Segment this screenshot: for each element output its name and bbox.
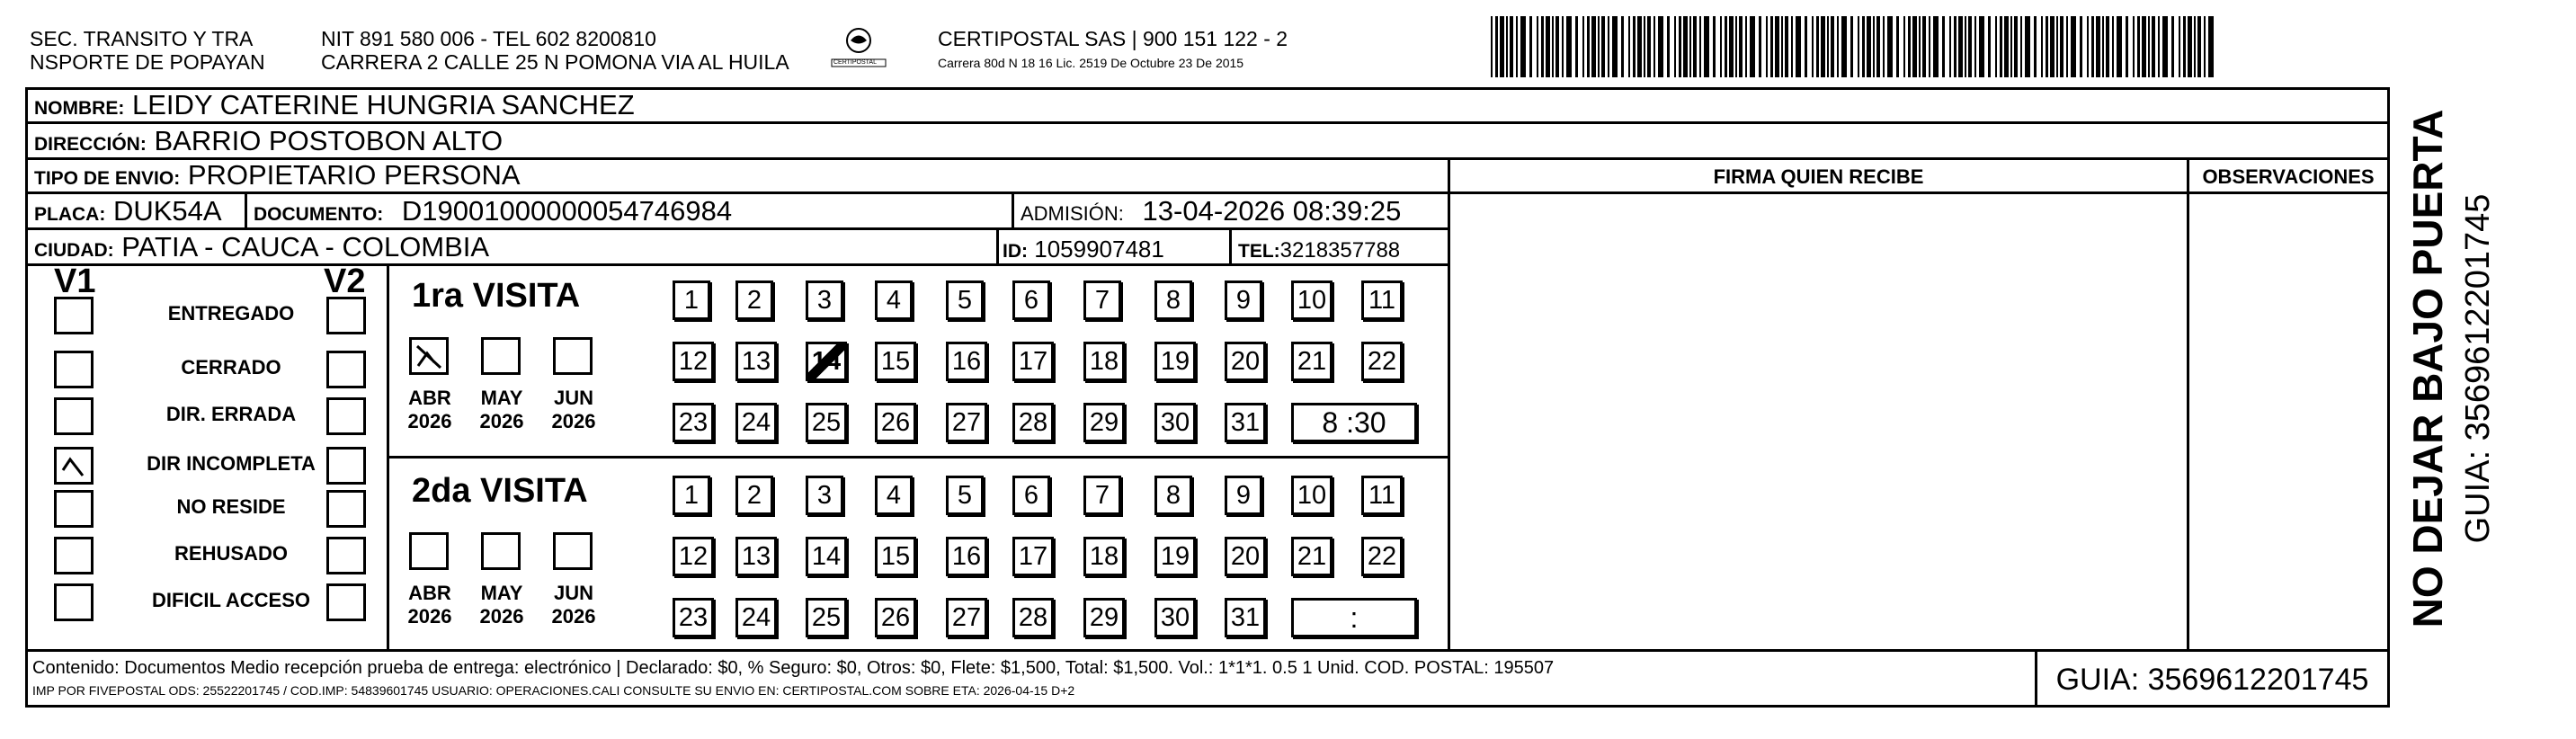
day-box[interactable]: 9 <box>1225 476 1262 515</box>
barcode-bar <box>1552 16 1554 77</box>
day-box[interactable]: 13 <box>735 537 777 576</box>
col-sep <box>1448 157 1450 651</box>
barcode-bar <box>1555 16 1559 77</box>
barcode-bar <box>1612 16 1618 77</box>
barcode-bar <box>2133 16 2135 77</box>
barcode-bar <box>2112 16 2114 77</box>
day-box[interactable]: 21 <box>1291 342 1333 381</box>
day-box[interactable]: 28 <box>1012 403 1054 442</box>
firma-header: FIRMA QUIEN RECIBE <box>1713 165 1924 188</box>
barcode-bar <box>1775 16 1779 77</box>
barcode-bar <box>1653 16 1655 77</box>
barcode-bar <box>1841 16 1847 77</box>
footer-content: Contenido: Documentos Medio recepción prueba de entrega: electrónico | Declarado: $0, % Seguro: $0, Otros: $0, Flete: $1,500, Total: $1,500. Vol.: 1*1*1. 0.5 1 Unid. COD. POSTAL: 195507 <box>32 658 1555 678</box>
visit-time[interactable]: 8 :30 <box>1291 403 1417 442</box>
day-box[interactable]: 30 <box>1154 598 1196 637</box>
barcode-bar <box>2148 16 2150 77</box>
tipo-label: TIPO DE ENVIO: <box>34 168 181 189</box>
barcode-bar <box>1954 16 1957 77</box>
month-label: JUN <box>553 582 593 604</box>
barcode-bar <box>2188 16 2192 77</box>
barcode-bar <box>1516 16 1518 77</box>
company-logo <box>827 25 890 72</box>
barcode-bar <box>1867 16 1871 77</box>
barcode-bar <box>1713 16 1716 77</box>
barcode-bar <box>2000 16 2002 77</box>
day-box[interactable]: 6 <box>1012 476 1050 515</box>
sender-line-2: NSPORTE DE POPAYAN <box>30 50 265 74</box>
v1-checkbox[interactable] <box>54 583 94 621</box>
barcode-bar <box>1785 16 1788 77</box>
barcode-bar <box>1949 16 1951 77</box>
side-warning: NO DEJAR BAJO PUERTA <box>2404 109 2451 628</box>
company-info <box>938 27 1288 72</box>
day-box[interactable]: 23 <box>673 598 714 637</box>
barcode-bar <box>2060 16 2063 77</box>
barcode-bar <box>1546 16 1550 77</box>
day-box[interactable]: 16 <box>946 537 987 576</box>
admision-cell <box>1021 196 1401 229</box>
placa-label: PLACA: <box>34 204 106 225</box>
day-box[interactable]: 8 <box>1154 476 1192 515</box>
month-label: JUN <box>553 387 593 409</box>
barcode-bar <box>1965 16 1966 77</box>
day-box[interactable]: 4 <box>875 280 913 320</box>
barcode-bar <box>2183 16 2186 77</box>
barcode-bar <box>1601 16 1605 77</box>
day-box[interactable]: 4 <box>875 476 913 515</box>
day-box[interactable]: 23 <box>673 403 714 442</box>
barcode-bar <box>1495 16 1498 77</box>
day-box[interactable]: 5 <box>946 476 984 515</box>
day-box[interactable]: 8 <box>1154 280 1192 320</box>
status-label: CERRADO <box>181 356 281 378</box>
barcode-bar <box>1735 16 1737 77</box>
barcode-bar <box>2004 16 2009 77</box>
barcode-bar <box>1912 16 1917 77</box>
day-box[interactable]: 24 <box>735 403 777 442</box>
address-line: CARRERA 2 CALLE 25 N POMONA VIA AL HUILA <box>321 50 789 74</box>
observaciones-header: OBSERVACIONES <box>2202 165 2375 188</box>
tel-value: 3218357788 <box>1279 238 1401 263</box>
barcode-bar <box>1520 16 1526 77</box>
admision-label: ADMISIÓN: <box>1021 202 1124 225</box>
barcode-bar <box>1608 16 1609 77</box>
v1-checkbox[interactable] <box>54 537 94 574</box>
barcode-bar <box>1974 16 1976 77</box>
barcode-bar <box>1729 16 1734 77</box>
day-box[interactable]: 17 <box>1012 342 1054 381</box>
barcode-bar <box>1637 16 1642 77</box>
barcode-bar <box>2010 16 2012 77</box>
side-guia: GUIA: 3569612201745 <box>2459 193 2497 544</box>
year-label: 2026 <box>551 605 596 628</box>
year-label: 2026 <box>479 605 524 628</box>
left-border <box>25 87 28 708</box>
barcode-bar <box>1858 16 1859 77</box>
admision-value: 13-04-2026 08:39:25 <box>1142 195 1402 227</box>
barcode-bar <box>1968 16 1972 77</box>
barcode-bar <box>1942 16 1945 77</box>
footer-print-info: IMP POR FIVEPOSTAL ODS: 25522201745 / COD.IMP: 54839601745 USUARIO: OPERACIONES.CALI CONSULTE SU ENVIO EN: CERTIPOSTAL.COM SOBRE ETA: 2026-04-15 D+2 <box>32 683 1075 698</box>
day-box[interactable]: 27 <box>946 598 987 637</box>
barcode-bar <box>1679 16 1681 77</box>
barcode-bar <box>1647 16 1651 77</box>
day-box[interactable]: 26 <box>875 598 916 637</box>
month-label: MAY <box>480 387 523 409</box>
month-caption <box>470 387 533 433</box>
day-box[interactable]: 11 <box>1361 280 1403 320</box>
day-box[interactable]: 18 <box>1083 342 1125 381</box>
v1-checkbox[interactable] <box>54 447 94 485</box>
day-box[interactable]: 5 <box>946 280 984 320</box>
day-box[interactable]: 29 <box>1083 403 1125 442</box>
placa-cell <box>34 196 222 230</box>
barcode-bar <box>1750 16 1755 77</box>
day-box[interactable]: 12 <box>673 342 714 381</box>
col-sep <box>996 227 999 265</box>
barcode-bar <box>2102 16 2104 77</box>
year-label: 2026 <box>407 410 452 432</box>
day-box[interactable]: 15 <box>875 537 916 576</box>
barcode-bar <box>1739 16 1743 77</box>
day-box[interactable]: 26 <box>875 403 916 442</box>
day-box[interactable]: 28 <box>1012 598 1054 637</box>
barcode-bar <box>2087 16 2089 77</box>
barcode-bar <box>2179 16 2180 77</box>
barcode-bar <box>1812 16 1814 77</box>
day-box[interactable]: 30 <box>1154 403 1196 442</box>
v1-checkbox[interactable] <box>54 490 94 528</box>
barcode-bar <box>1644 16 1645 77</box>
day-box[interactable]: 18 <box>1083 537 1125 576</box>
barcode-bar <box>2096 16 2100 77</box>
barcode-bar <box>2080 16 2082 77</box>
day-box[interactable]: 20 <box>1225 537 1266 576</box>
year-label: 2026 <box>479 410 524 432</box>
barcode-bar <box>1988 16 1991 77</box>
barcode-bar <box>1821 16 1825 77</box>
barcode-bar <box>1689 16 1691 77</box>
footer-guia: GUIA: 3569612201745 <box>2055 663 2369 697</box>
barcode-bar <box>1598 16 1600 77</box>
barcode-bar <box>1658 16 1663 77</box>
day-box[interactable]: 10 <box>1291 476 1333 515</box>
day-box[interactable]: 19 <box>1154 537 1196 576</box>
barcode-bar <box>1500 16 1504 77</box>
month-checkbox[interactable] <box>409 337 449 375</box>
barcode-bar <box>1587 16 1590 77</box>
v1-header: V1 <box>54 263 96 300</box>
id-cell <box>1003 234 1164 267</box>
barcode-bar <box>1908 16 1911 77</box>
v1-checkbox[interactable] <box>54 397 94 435</box>
barcode-bar <box>1506 16 1508 77</box>
barcode-bar <box>1745 16 1747 77</box>
day-box[interactable]: 3 <box>806 476 843 515</box>
barcode-bar <box>1575 16 1578 77</box>
barcode-bar <box>2171 16 2174 77</box>
barcode-bar <box>1693 16 1697 77</box>
barcode-bar <box>1805 16 1807 77</box>
logo-text: CERTIPOSTAL <box>833 59 877 66</box>
barcode-bar <box>1633 16 1636 77</box>
barcode-bar <box>1903 16 1905 77</box>
visit-title: 1ra VISITA <box>412 277 581 315</box>
barcode-bar <box>1562 16 1564 77</box>
barcode-bar <box>2056 16 2058 77</box>
id-label: ID: <box>1003 241 1028 262</box>
barcode-bar <box>1837 16 1839 77</box>
barcode-bar <box>1933 16 1939 77</box>
barcode-bar <box>2034 16 2037 77</box>
barcode-bar <box>1674 16 1676 77</box>
tipo-row <box>34 160 521 194</box>
day-box[interactable]: 2 <box>735 280 773 320</box>
v2-header: V2 <box>324 263 366 300</box>
barcode-bar <box>1770 16 1773 77</box>
day-box[interactable]: 25 <box>806 403 847 442</box>
month-label: MAY <box>480 582 523 604</box>
documento-label: DOCUMENTO: <box>254 204 384 225</box>
tel-label: TEL: <box>1238 241 1280 262</box>
barcode-bar <box>1683 16 1688 77</box>
day-box[interactable]: 1 <box>673 476 710 515</box>
col-sep <box>1012 191 1014 229</box>
check-mark-icon <box>414 343 443 371</box>
placa-value: DUK54A <box>112 195 222 227</box>
barcode-bar <box>2137 16 2140 77</box>
month-caption <box>542 387 605 433</box>
barcode-bar <box>1621 16 1624 77</box>
nombre-label: NOMBRE: <box>34 98 125 119</box>
company-name: CERTIPOSTAL SAS | 900 151 122 - 2 <box>938 27 1288 50</box>
sender-name <box>30 27 265 74</box>
barcode-bar <box>2071 16 2076 77</box>
barcode-bar <box>2194 16 2196 77</box>
day-box[interactable]: 17 <box>1012 537 1054 576</box>
day-box[interactable]: 6 <box>1012 280 1050 320</box>
day-box[interactable]: 31 <box>1225 403 1266 442</box>
barcode-bar <box>1582 16 1584 77</box>
status-label: DIR. ERRADA <box>165 403 297 425</box>
barcode-bar <box>1873 16 1875 77</box>
ciudad-label: CIUDAD: <box>34 240 114 261</box>
barcode-bar <box>1720 16 1722 77</box>
status-label: NO RESIDE <box>176 495 286 518</box>
day-box[interactable]: 22 <box>1361 342 1403 381</box>
barcode-bar <box>2204 16 2206 77</box>
documento-cell <box>254 196 732 230</box>
tipo-value: PROPIETARIO PERSONA <box>187 159 521 191</box>
status-label: DIFICIL ACCESO <box>151 589 310 611</box>
col-sep <box>2187 157 2189 651</box>
day-box[interactable]: 19 <box>1154 342 1196 381</box>
direccion-row <box>34 126 503 160</box>
direccion-label: DIRECCIÓN: <box>34 134 147 155</box>
day-box[interactable]: 20 <box>1225 342 1266 381</box>
direccion-value: BARRIO POSTOBON ALTO <box>154 125 504 156</box>
barcode-bar <box>1766 16 1768 77</box>
month-caption <box>470 582 533 628</box>
col-sep <box>245 191 247 229</box>
sender-line-1: SEC. TRANSITO Y TRA <box>30 27 254 50</box>
barcode-bar <box>1781 16 1783 77</box>
barcode-bar <box>1541 16 1544 77</box>
month-checkbox[interactable] <box>553 532 593 570</box>
day-box[interactable]: 15 <box>875 342 916 381</box>
ciudad-cell <box>34 232 489 266</box>
barcode-bar <box>1725 16 1727 77</box>
day-box[interactable]: 10 <box>1291 280 1333 320</box>
barcode-bar <box>1958 16 1963 77</box>
day-box[interactable]: 21 <box>1291 537 1333 576</box>
barcode-bar <box>1759 16 1761 77</box>
id-value: 1059907481 <box>1034 236 1164 263</box>
month-label: ABR <box>408 387 451 409</box>
barcode-bar <box>2014 16 2018 77</box>
visit-time[interactable]: : <box>1291 598 1417 637</box>
documento-value: D19001000000054746984 <box>401 195 733 227</box>
barcode-bar <box>1922 16 1926 77</box>
barcode-bar <box>2126 16 2128 77</box>
tel-cell <box>1238 236 1400 267</box>
nombre-row <box>34 90 635 124</box>
day-box[interactable]: 13 <box>735 342 777 381</box>
month-checkbox[interactable] <box>481 532 521 570</box>
barcode-bar <box>1979 16 1984 77</box>
month-checkbox[interactable] <box>481 337 521 375</box>
barcode-bar <box>2091 16 2094 77</box>
day-box[interactable]: 27 <box>946 403 987 442</box>
day-box[interactable]: 12 <box>673 537 714 576</box>
barcode-bar <box>2158 16 2160 77</box>
barcode-bar <box>2117 16 2122 77</box>
barcode-bar <box>1491 16 1493 77</box>
v1-checkbox[interactable] <box>54 297 94 334</box>
month-caption <box>542 582 605 628</box>
barcode-bar <box>1796 16 1801 77</box>
barcode-bar <box>1537 16 1538 77</box>
barcode-bar <box>1628 16 1630 77</box>
status-label: ENTREGADO <box>167 302 295 325</box>
day-box[interactable]: 7 <box>1083 476 1121 515</box>
barcode-bar <box>1883 16 1885 77</box>
visit-title: 2da VISITA <box>412 472 588 510</box>
barcode-bar <box>1850 16 1853 77</box>
day-box[interactable]: 25 <box>806 598 847 637</box>
barcode-bar <box>2152 16 2155 77</box>
barcode-bar <box>2208 16 2214 77</box>
barcode-bar <box>1919 16 1921 77</box>
year-label: 2026 <box>407 605 452 628</box>
right-border <box>2387 87 2390 708</box>
month-checkbox[interactable] <box>409 532 449 570</box>
day-box[interactable]: 14 <box>806 342 847 381</box>
barcode-bar <box>1995 16 1997 77</box>
day-box[interactable]: 22 <box>1361 537 1403 576</box>
col-sep <box>1229 227 1232 265</box>
barcode-bar <box>1667 16 1670 77</box>
barcode-bar <box>1566 16 1572 77</box>
barcode-bar <box>1591 16 1596 77</box>
year-label: 2026 <box>551 410 596 432</box>
day-box[interactable]: 24 <box>735 598 777 637</box>
barcode <box>1491 16 2210 77</box>
barcode-bar <box>2142 16 2146 77</box>
sender-contact <box>321 27 789 74</box>
barcode-bar <box>2041 16 2043 77</box>
barcode-bar <box>1887 16 1893 77</box>
status-label: DIR INCOMPLETA <box>147 452 316 475</box>
day-box[interactable]: 29 <box>1083 598 1125 637</box>
row-sep <box>1448 192 2387 194</box>
barcode-bar <box>2020 16 2022 77</box>
v1-checkbox[interactable] <box>54 351 94 388</box>
day-box[interactable]: 9 <box>1225 280 1262 320</box>
barcode-bar <box>2050 16 2055 77</box>
barcode-bar <box>1876 16 1880 77</box>
barcode-bar <box>1791 16 1793 77</box>
status-label: REHUSADO <box>174 542 288 565</box>
barcode-bar <box>2066 16 2068 77</box>
day-box[interactable]: 1 <box>673 280 710 320</box>
nit-line: NIT 891 580 006 - TEL 602 8200810 <box>321 27 656 50</box>
barcode-bar <box>2162 16 2168 77</box>
barcode-bar <box>1699 16 1701 77</box>
barcode-bar <box>1827 16 1829 77</box>
company-license: Carrera 80d N 18 16 Lic. 2519 De Octubre 23 De 2015 <box>938 56 1244 70</box>
day-box[interactable]: 11 <box>1361 476 1403 515</box>
day-box[interactable]: 2 <box>735 476 773 515</box>
month-checkbox[interactable] <box>553 337 593 375</box>
barcode-bar <box>1704 16 1709 77</box>
day-box[interactable]: 14 <box>806 537 847 576</box>
month-caption <box>398 582 461 628</box>
day-box[interactable]: 3 <box>806 280 843 320</box>
visit-sep <box>387 456 1450 459</box>
barcode-bar <box>1529 16 1532 77</box>
month-caption <box>398 387 461 433</box>
barcode-bar <box>1929 16 1930 77</box>
month-label: ABR <box>408 582 451 604</box>
barcode-bar <box>1816 16 1819 77</box>
barcode-bar <box>1510 16 1513 77</box>
barcode-bar <box>2106 16 2109 77</box>
nombre-value: LEIDY CATERINE HUNGRIA SANCHEZ <box>131 89 635 120</box>
barcode-bar <box>1862 16 1865 77</box>
side-guia-area <box>2455 135 2509 602</box>
barcode-bar <box>2025 16 2030 77</box>
barcode-bar <box>2046 16 2048 77</box>
barcode-bar <box>2197 16 2201 77</box>
day-box[interactable]: 7 <box>1083 280 1121 320</box>
day-box[interactable]: 31 <box>1225 598 1266 637</box>
day-box[interactable]: 16 <box>946 342 987 381</box>
barcode-bar <box>1896 16 1899 77</box>
ciudad-value: PATIA - CAUCA - COLOMBIA <box>121 231 490 263</box>
barcode-bar <box>1831 16 1834 77</box>
check-mark-icon <box>59 452 88 481</box>
